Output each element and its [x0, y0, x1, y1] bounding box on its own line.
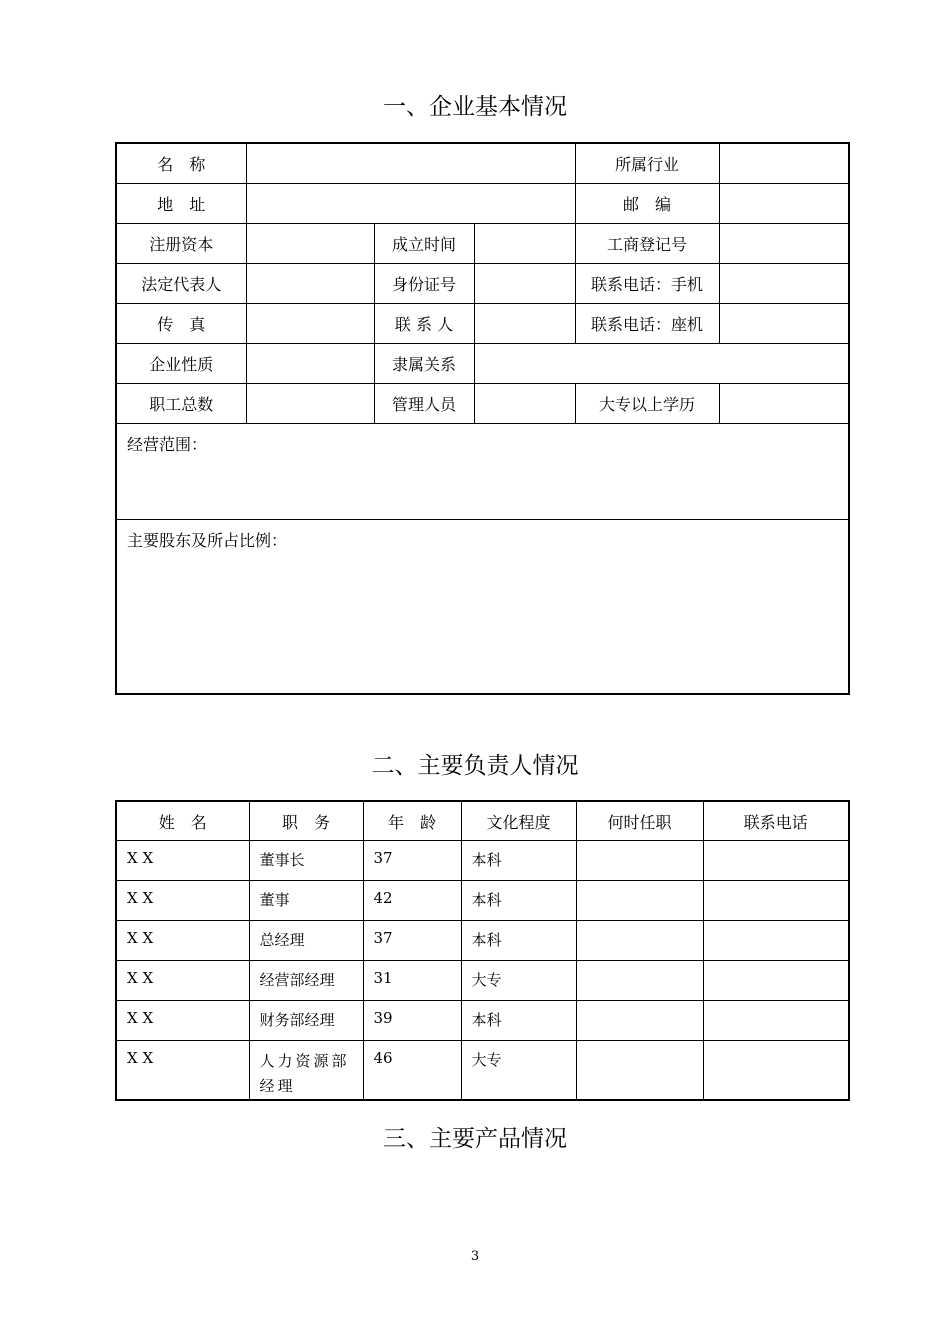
enterprise-info-table: [115, 142, 850, 695]
cell-position: 人力资源部经理: [249, 1041, 363, 1101]
label-college-plus: 大专以上学历: [575, 383, 719, 423]
cell-age: 46: [363, 1041, 461, 1101]
field-landline[interactable]: [719, 303, 849, 343]
label-mobile: 联系电话：手机: [575, 263, 719, 303]
cell-name: X X: [116, 921, 249, 961]
cell-education: 本科: [461, 881, 576, 921]
cell-name: X X: [116, 841, 249, 881]
field-affiliation[interactable]: [474, 343, 849, 383]
table-row: [116, 841, 849, 881]
label-fax: 传 真: [116, 303, 246, 343]
business-scope-area[interactable]: [116, 423, 849, 519]
cell-since[interactable]: [576, 1041, 703, 1101]
cell-since[interactable]: [576, 961, 703, 1001]
header-name: 姓 名: [116, 801, 249, 841]
field-legal-rep[interactable]: [246, 263, 374, 303]
cell-education: 本科: [461, 921, 576, 961]
cell-phone[interactable]: [703, 921, 849, 961]
cell-position: 董事长: [249, 841, 363, 881]
principals-table: [115, 800, 850, 1101]
field-founded[interactable]: [474, 223, 575, 263]
cell-education: 本科: [461, 841, 576, 881]
cell-age: 39: [363, 1001, 461, 1041]
field-address[interactable]: [246, 183, 575, 223]
field-contact[interactable]: [474, 303, 575, 343]
field-reg-capital[interactable]: [246, 223, 374, 263]
label-nature: 企业性质: [116, 343, 246, 383]
cell-phone[interactable]: [703, 841, 849, 881]
field-postcode[interactable]: [719, 183, 849, 223]
field-nature[interactable]: [246, 343, 374, 383]
table-row: [116, 1001, 849, 1041]
cell-age: 37: [363, 921, 461, 961]
field-name[interactable]: [246, 143, 575, 183]
field-industry[interactable]: [719, 143, 849, 183]
header-age: 年 龄: [363, 801, 461, 841]
table-row: [116, 921, 849, 961]
label-scope: 经营范围：: [127, 434, 208, 454]
cell-position: 财务部经理: [249, 1001, 363, 1041]
table-row: [116, 961, 849, 1001]
cell-phone[interactable]: [703, 961, 849, 1001]
field-total-staff[interactable]: [246, 383, 374, 423]
label-postcode: 邮 编: [575, 183, 719, 223]
section2-title: 二、主要负责人情况: [371, 753, 579, 779]
cell-since[interactable]: [576, 841, 703, 881]
label-managers: 管理人员: [374, 383, 474, 423]
header-since: 何时任职: [576, 801, 703, 841]
label-affiliation: 隶属关系: [374, 343, 474, 383]
cell-position: 董事: [249, 881, 363, 921]
cell-name: X X: [116, 961, 249, 1001]
cell-education: 大专: [461, 961, 576, 1001]
table-row: [116, 1041, 849, 1101]
cell-name: X X: [116, 1001, 249, 1041]
cell-phone[interactable]: [703, 1001, 849, 1041]
cell-since[interactable]: [576, 921, 703, 961]
header-education: 文化程度: [461, 801, 576, 841]
field-managers[interactable]: [474, 383, 575, 423]
field-college-plus[interactable]: [719, 383, 849, 423]
cell-name: X X: [116, 1041, 249, 1101]
shareholders-area[interactable]: [116, 519, 849, 694]
section1-title: 一、企业基本情况: [383, 94, 567, 120]
header-position: 职 务: [249, 801, 363, 841]
label-shareholders: 主要股东及所占比例：: [127, 530, 288, 550]
cell-education: 本科: [461, 1001, 576, 1041]
cell-position: 总经理: [249, 921, 363, 961]
field-fax[interactable]: [246, 303, 374, 343]
cell-age: 31: [363, 961, 461, 1001]
cell-name: X X: [116, 881, 249, 921]
cell-phone[interactable]: [703, 881, 849, 921]
cell-age: 37: [363, 841, 461, 881]
label-address: 地 址: [116, 183, 246, 223]
label-founded: 成立时间: [374, 223, 474, 263]
field-id-no[interactable]: [474, 263, 575, 303]
field-biz-reg-no[interactable]: [719, 223, 849, 263]
cell-education: 大专: [461, 1041, 576, 1101]
label-industry: 所属行业: [575, 143, 719, 183]
field-mobile[interactable]: [719, 263, 849, 303]
cell-position: 经营部经理: [249, 961, 363, 1001]
label-contact: 联 系 人: [374, 303, 474, 343]
label-biz-reg-no: 工商登记号: [575, 223, 719, 263]
label-total-staff: 职工总数: [116, 383, 246, 423]
label-landline: 联系电话：座机: [575, 303, 719, 343]
section3-title: 三、主要产品情况: [383, 1126, 567, 1152]
label-name: 名 称: [116, 143, 246, 183]
cell-since[interactable]: [576, 881, 703, 921]
label-reg-capital: 注册资本: [116, 223, 246, 263]
page-number: 3: [470, 1249, 480, 1264]
table-row: [116, 881, 849, 921]
cell-age: 42: [363, 881, 461, 921]
label-id-no: 身份证号: [374, 263, 474, 303]
header-phone: 联系电话: [703, 801, 849, 841]
cell-phone[interactable]: [703, 1041, 849, 1101]
label-legal-rep: 法定代表人: [116, 263, 246, 303]
cell-since[interactable]: [576, 1001, 703, 1041]
